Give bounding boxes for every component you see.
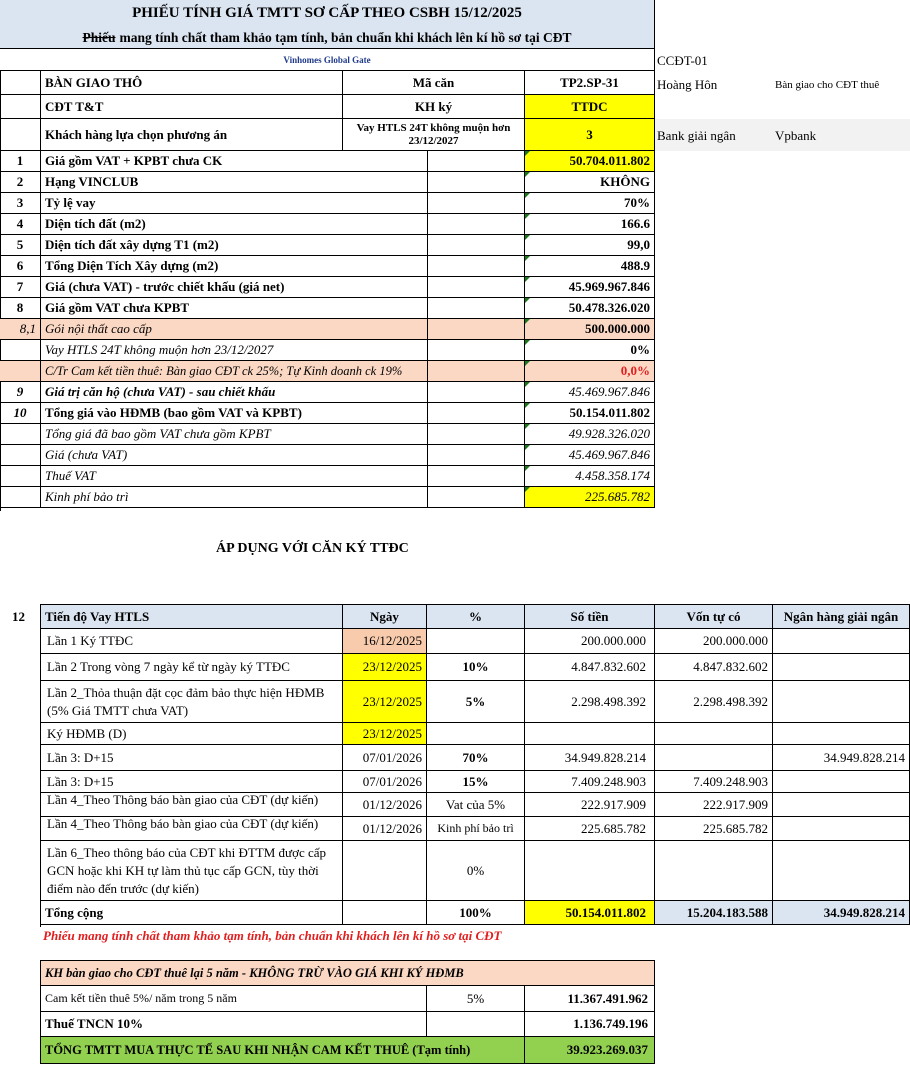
schedule-bank-disbursement <box>773 841 910 901</box>
row-number: 4 <box>0 214 41 235</box>
price-value: 49.928.326.020 <box>525 424 655 445</box>
spacer-cell <box>427 361 525 382</box>
info-mid: Vay HTLS 24T không muộn hơn 23/12/2027 <box>343 119 525 151</box>
sheet-subtitle <box>0 27 655 49</box>
spacer-cell <box>427 382 525 403</box>
spacer-cell <box>427 466 525 487</box>
row-number: 9 <box>0 382 41 403</box>
schedule-amount <box>525 723 655 745</box>
rental-percent: 5% <box>427 986 525 1012</box>
schedule-date: 01/12/2026 <box>343 817 427 841</box>
schedule-own-capital: 2.298.498.392 <box>655 681 773 723</box>
schedule-percent: 0% <box>427 841 525 901</box>
schedule-bank-disbursement <box>773 793 910 817</box>
info-value: 3 <box>525 119 655 151</box>
row-number: 12 <box>12 609 25 624</box>
schedule-total-label: Tổng cộng <box>41 901 343 925</box>
rental-label: Thuế TNCN 10% <box>41 1012 427 1037</box>
row-number: 7 <box>0 277 41 298</box>
schedule-bank-disbursement <box>773 629 910 654</box>
schedule-amount: 225.685.782 <box>525 817 655 841</box>
schedule-percent: 10% <box>427 654 525 681</box>
price-label: Thuế VAT <box>41 466 427 487</box>
rental-header: KH bàn giao cho CĐT thuê lại 5 năm - KHÔNG TRỪ VÀO GIÁ KHI KÝ HĐMB <box>41 961 655 986</box>
spacer-cell <box>427 256 525 277</box>
info-value: TP2.SP-31 <box>525 71 655 95</box>
schedule-percent <box>427 629 525 654</box>
price-value: 99,0 <box>525 235 655 256</box>
schedule-percent: 70% <box>427 745 525 771</box>
price-label: Giá gồm VAT + KPBT chưa CK <box>41 151 427 172</box>
price-value: 45.469.967.846 <box>525 445 655 466</box>
info-label: Khách hàng lựa chọn phương án <box>41 119 343 151</box>
price-value: 50.154.011.802 <box>525 403 655 424</box>
schedule-step-label: Lần 4_Theo Thông báo bàn giao của CĐT (dự kiến) <box>41 793 343 817</box>
handover-note: Bàn giao cho CĐT thuê <box>775 79 880 91</box>
price-label: Gói nội thất cao cấp <box>41 319 427 340</box>
schedule-step-label: Lần 3: D+15 <box>41 745 343 771</box>
info-label: BÀN GIAO THÔ <box>41 71 343 95</box>
price-value: 50.478.326.020 <box>525 298 655 319</box>
row-number <box>0 119 41 151</box>
schedule-own-capital: 200.000.000 <box>655 629 773 654</box>
section-title: ÁP DỤNG VỚI CĂN KÝ TTĐC <box>216 541 409 556</box>
spacer-cell <box>427 193 525 214</box>
schedule-date: 01/12/2026 <box>343 793 427 817</box>
price-label: Vay HTLS 24T không muộn hơn 23/12/2027 <box>41 340 427 361</box>
schedule-total-amount: 50.154.011.802 <box>525 901 655 925</box>
schedule-amount: 34.949.828.214 <box>525 745 655 771</box>
price-label: Tổng giá vào HĐMB (bao gồm VAT và KPBT) <box>41 403 427 424</box>
spacer-cell <box>427 298 525 319</box>
spacer-cell <box>427 172 525 193</box>
schedule-percent <box>427 723 525 745</box>
spacer-cell <box>427 214 525 235</box>
price-label: C/Tr Cam kết tiền thuê: Bàn giao CĐT ck 25%; Tự Kinh doanh ck 19% <box>41 361 427 382</box>
row-number <box>0 466 41 487</box>
sheet-title: PHIẾU TÍNH GIÁ TMTT SƠ CẤP THEO CSBH 15/12/2025 <box>0 0 655 27</box>
row-number: 8,1 <box>0 319 41 340</box>
schedule-amount: 4.847.832.602 <box>525 654 655 681</box>
spacer-cell <box>427 235 525 256</box>
schedule-header: % <box>427 605 525 629</box>
schedule-header: Tiến độ Vay HTLS <box>41 605 343 629</box>
schedule-date: 07/01/2026 <box>343 771 427 793</box>
schedule-header: Ngày <box>343 605 427 629</box>
price-value: 0% <box>525 340 655 361</box>
spacer-cell <box>427 151 525 172</box>
schedule-date: 23/12/2025 <box>343 681 427 723</box>
price-value: 166.6 <box>525 214 655 235</box>
spacer-cell <box>427 403 525 424</box>
price-value: 0,0% <box>525 361 655 382</box>
info-label: CĐT T&T <box>41 95 343 119</box>
schedule-header: Số tiền <box>525 605 655 629</box>
schedule-date: 23/12/2025 <box>343 723 427 745</box>
subtitle-text: mang tính chất tham khảo tạm tính, bản chuẩn khi khách lên kí hồ sơ tại CĐT <box>119 29 572 45</box>
schedule-own-capital: 225.685.782 <box>655 817 773 841</box>
subtitle-prefix: Phiếu <box>82 29 116 45</box>
schedule-amount: 2.298.498.392 <box>525 681 655 723</box>
schedule-bank-disbursement <box>773 771 910 793</box>
schedule-own-capital <box>655 723 773 745</box>
price-label: Tổng Diện Tích Xây dựng (m2) <box>41 256 427 277</box>
schedule-step-label: Lần 4_Theo Thông báo bàn giao của CĐT (dự kiến) <box>41 817 343 841</box>
schedule-step-label: Lần 1 Ký TTĐC <box>41 629 343 654</box>
row-number: 6 <box>0 256 41 277</box>
price-label: Diện tích đất xây dựng T1 (m2) <box>41 235 427 256</box>
schedule-date <box>343 841 427 901</box>
price-label: Hạng VINCLUB <box>41 172 427 193</box>
price-label: Tỷ lệ vay <box>41 193 427 214</box>
row-number <box>0 361 41 382</box>
schedule-own-capital: 222.917.909 <box>655 793 773 817</box>
schedule-step-label: Lần 2 Trong vòng 7 ngày kể từ ngày ký TTĐC <box>41 654 343 681</box>
spacer-cell <box>427 319 525 340</box>
schedule-step-label: Lần 6_Theo thông báo của CĐT khi ĐTTM được cấp GCN hoặc khi KH tự làm thủ tục cấp GCN, tùy thời điểm nào đến trước (dự kiến) <box>41 841 343 901</box>
schedule-step-label: Lần 3: D+15 <box>41 771 343 793</box>
rental-value: 11.367.491.962 <box>525 986 655 1012</box>
schedule-date: 23/12/2025 <box>343 654 427 681</box>
schedule-amount: 200.000.000 <box>525 629 655 654</box>
price-value: 50.704.011.802 <box>525 151 655 172</box>
spacer-cell <box>427 340 525 361</box>
schedule-date: 16/12/2025 <box>343 629 427 654</box>
schedule-date: 07/01/2026 <box>343 745 427 771</box>
schedule-bank-disbursement <box>773 723 910 745</box>
rental-percent <box>427 1012 525 1037</box>
schedule-amount: 222.917.909 <box>525 793 655 817</box>
rental-label: Cam kết tiền thuê 5%/ năm trong 5 năm <box>41 986 427 1012</box>
price-value: 225.685.782 <box>525 487 655 508</box>
price-value: 45.469.967.846 <box>525 382 655 403</box>
schedule-total-own: 15.204.183.588 <box>655 901 773 925</box>
schedule-total-bank: 34.949.828.214 <box>773 901 910 925</box>
row-number <box>0 340 41 361</box>
spacer-cell <box>427 445 525 466</box>
project-name: Vinhomes Global Gate <box>0 49 655 71</box>
price-label: Diện tích đất (m2) <box>41 214 427 235</box>
price-label: Tổng giá đã bao gồm VAT chưa gồm KPBT <box>41 424 427 445</box>
price-value: KHÔNG <box>525 172 655 193</box>
row-number: 5 <box>0 235 41 256</box>
price-value: 45.969.967.846 <box>525 277 655 298</box>
unit-code: CCĐT-01 <box>657 53 708 68</box>
row-number <box>0 424 41 445</box>
info-mid: KH ký <box>343 95 525 119</box>
schedule-bank-disbursement: 34.949.828.214 <box>773 745 910 771</box>
price-label: Giá (chưa VAT) <box>41 445 427 466</box>
schedule-own-capital: 4.847.832.602 <box>655 654 773 681</box>
schedule-own-capital: 7.409.248.903 <box>655 771 773 793</box>
row-number <box>0 487 41 508</box>
row-number <box>0 95 41 119</box>
disclaimer: Phiếu mang tính chất tham khảo tạm tính, bản chuẩn khi khách lên kí hồ sơ tại CĐT <box>43 928 502 943</box>
schedule-amount: 7.409.248.903 <box>525 771 655 793</box>
info-mid: Mã căn <box>343 71 525 95</box>
price-label: Kinh phí bảo trì <box>41 487 427 508</box>
spacer-cell <box>427 487 525 508</box>
schedule-percent: Kinh phí bảo trì <box>427 817 525 841</box>
schedule-percent: 5% <box>427 681 525 723</box>
schedule-own-capital <box>655 841 773 901</box>
rental-value: 1.136.749.196 <box>525 1012 655 1037</box>
spacer-cell <box>427 277 525 298</box>
price-value: 70% <box>525 193 655 214</box>
price-value: 4.458.358.174 <box>525 466 655 487</box>
bank-label: Bank giải ngân <box>657 128 736 143</box>
schedule-header: Vốn tự có <box>655 605 773 629</box>
row-number <box>0 445 41 466</box>
schedule-percent: Vat của 5% <box>427 793 525 817</box>
schedule-step-label: Ký HĐMB (D) <box>41 723 343 745</box>
price-label: Giá gồm VAT chưa KPBT <box>41 298 427 319</box>
price-value: 500.000.000 <box>525 319 655 340</box>
schedule-step-label: Lần 2_Thỏa thuận đặt cọc đảm bảo thực hiện HĐMB (5% Giá TMTT chưa VAT) <box>41 681 343 723</box>
row-number <box>0 71 41 95</box>
spacer-cell <box>427 424 525 445</box>
schedule-header: Ngân hàng giải ngân <box>773 605 910 629</box>
row-number: 8 <box>0 298 41 319</box>
row-number: 1 <box>0 151 41 172</box>
rental-final-label: TỔNG TMTT MUA THỰC TẾ SAU KHI NHẬN CAM KẾT THUÊ (Tạm tính) <box>41 1037 525 1064</box>
price-label: Giá trị căn hộ (chưa VAT) - sau chiết khấu <box>41 382 427 403</box>
schedule-bank-disbursement <box>773 817 910 841</box>
schedule-percent: 15% <box>427 771 525 793</box>
row-number: 2 <box>0 172 41 193</box>
schedule-bank-disbursement <box>773 681 910 723</box>
info-value: TTDC <box>525 95 655 119</box>
schedule-own-capital <box>655 745 773 771</box>
price-value: 488.9 <box>525 256 655 277</box>
rental-final-value: 39.923.269.037 <box>525 1037 655 1064</box>
price-label: Giá (chưa VAT) - trước chiết khấu (giá net) <box>41 277 427 298</box>
row-number: 10 <box>0 403 41 424</box>
bank-value: Vpbank <box>775 128 817 143</box>
view-direction: Hoàng Hôn <box>657 77 718 92</box>
schedule-amount <box>525 841 655 901</box>
row-number: 3 <box>0 193 41 214</box>
schedule-total-percent: 100% <box>427 901 525 925</box>
schedule-bank-disbursement <box>773 654 910 681</box>
schedule-total-date <box>343 901 427 925</box>
